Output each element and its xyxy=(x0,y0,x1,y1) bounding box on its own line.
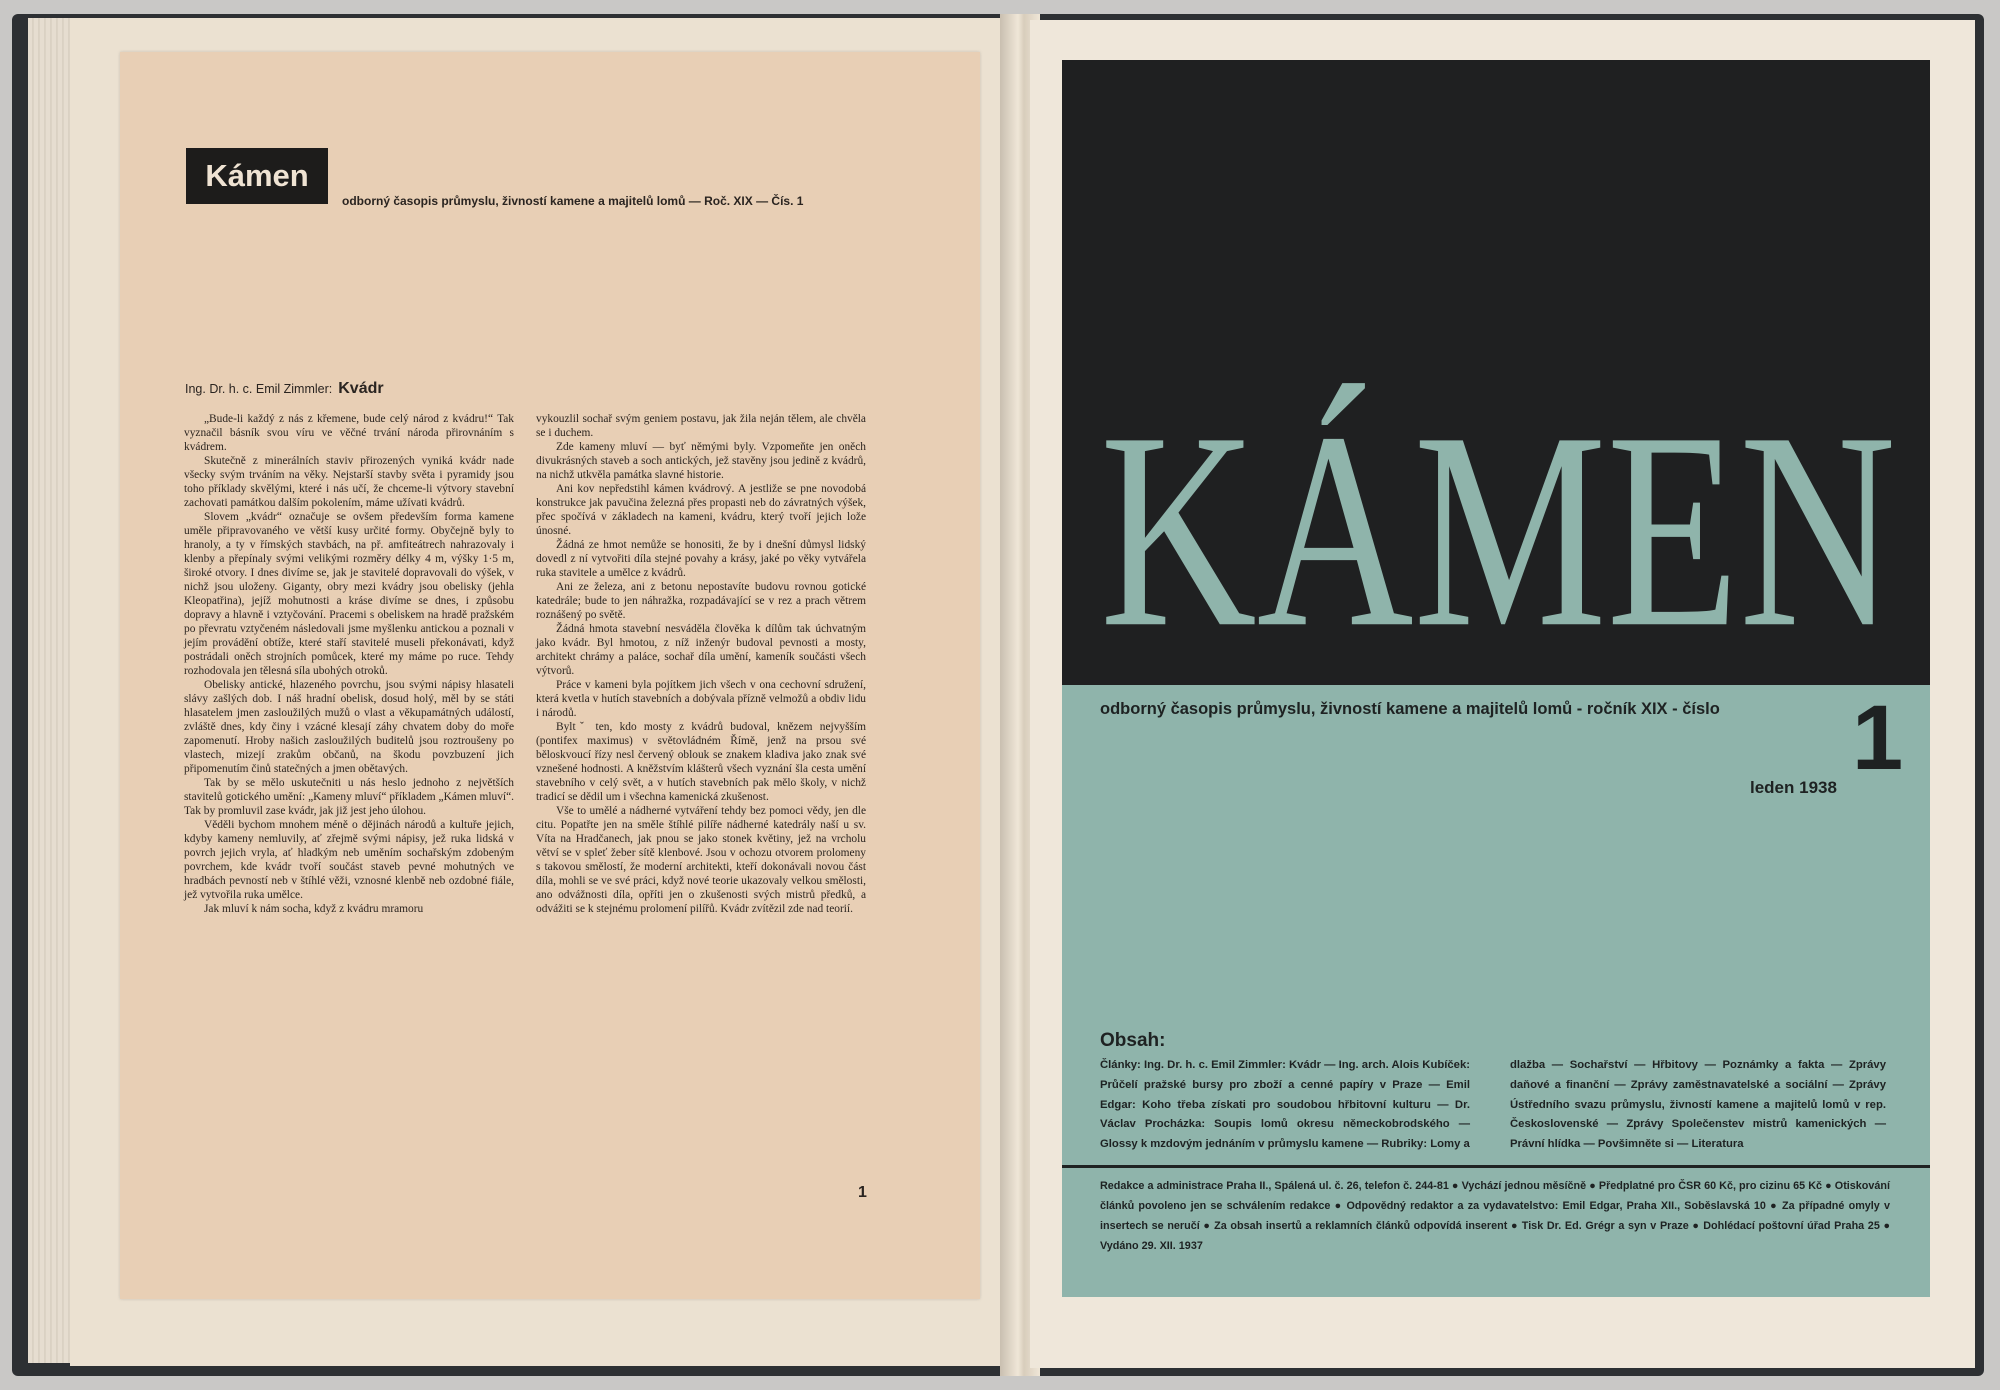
contents-heading: Obsah: xyxy=(1100,1030,1166,1051)
cover-title xyxy=(1100,320,1900,720)
article-byline xyxy=(185,380,384,398)
header-subtitle: odborný časopis průmyslu, živností kamene a majitelů lomů — Roč. XIX — Čís. 1 xyxy=(342,194,804,208)
paragraph: Vše to umělé a nádherné vytváření tehdy bez pomoci vědy, jen dle citu. Popatřte jen na směle štíhlé pilíře nádherné katedrály naší u sv. Víta na Hradčanech, jak pnou se jako stonek květiny, jež na vrcholu větví se v spleť žeber sítě klenbové. Jsou v ochozu otvorem prolomeny s takovou smělostí, že moderní architekti, kteří dokonávali novou část díla, mohli se ve své práci, když nové teorie ukazovaly velkou smělosti, ano odvážnosti díla, opříti jen o zkušenosti svých mistrů předků, a odvážiti se k stejnému prolomení pilířů. Kvádr zvítězil zde nad teorií. xyxy=(536,805,866,915)
paragraph: Byltˇ ten, kdo mosty z kvádrů budoval, knězem nejvyšším (pontifex maximus) v světovládném Římě, jenž na prsou své běloskvoucí řízy nesl červený oblouk se znakem kladiva jako znak své vznešené hodnosti. A kněžstvím klášterů všech vyznání šla cesta umění stavebního v celý svět, a v hutích stavebních pak mělo školy, v nichž tradicí se dědil um i všechna kamenická zkušenost. xyxy=(536,721,866,803)
paragraph: Obelisky antické, hlazeného povrchu, jsou svými nápisy hlasateli slávy zašlých dob. I náš hradní obelisk, dosud holý, měl by se státi hlasatelem jmen zasloužilých mužů o vlast a věkupamátných událostí, zvláště dnes, kdy činy i vzácné klesají záhy chvatem doby do moře zapomenutí. Hroby našich zasloužilých buditelů jsou roztroušeny po vlastech, mizejí zrakům občanů, na škodu povzbuzení jich připomenutím činů statečných a jmen obětavých. xyxy=(184,679,514,775)
article-title: Kvádr xyxy=(338,380,384,397)
page-number: 1 xyxy=(858,1184,867,1201)
cover-title-text: KÁMEN xyxy=(1100,373,1896,686)
paragraph: vykouzlil sochař svým geniem postavu, jak žila neján tělem, ale chvěla se i duchem. xyxy=(536,413,866,439)
paragraph: Žádná ze hmot nemůže se honositi, že by i dnešní důmysl lidský dovedl z ní vytvořiti díla stejné povahy a krásy, jaké po věky vytvářela ruka stavitele a umělce z kvádrů. xyxy=(536,539,866,579)
paragraph: Skutečně z minerálních staviv přirozených vyniká kvádr nade všecky svým trváním na věky. Nejstarší stavby světa i pyramidy jsou toho příklady skvělými, které i nás učí, že chceme-li výtvory stavební zachovati památkou dalším pokolením, máme užívati kvádrů. xyxy=(184,455,514,509)
article-column-1 xyxy=(184,412,514,916)
paragraph: Jak mluví k nám socha, když z kvádru mramoru xyxy=(204,903,424,915)
paragraph: Věděli bychom mnohem méně o dějinách národů a kultuře jejich, kdyby kameny nemluvily, ať zřejmě svými nápisy, jež ruka lidská v povrch jejich vryla, ať hladkým neb uměním sochařským zdobeným povrchem, kde kvádr tvoří součást staveb pevné mohutných ve hradbách pevností neb v štíhlé věži, vznosné klenbě neb ozdobné fiále, jež vytvořila ruka umělce. xyxy=(184,819,514,901)
magazine-logo: Kámen xyxy=(186,148,328,204)
paragraph: Slovem „kvádr“ označuje se ovšem především forma kamene uměle připravovaného ve větší kusy určité formy. Obyčejně byly to hranoly, a ty v římských stavbách, na př. amfiteátrech nahrazovaly i klenby a přepínaly svými velikými rozměry délky 4 m, výšky 1·5 m, široké otvory. I dnes divíme se, jak je stavitelé dopravovali do výšek, v nichž jsou uloženy. Giganty, obry mezi kvádry jsou obelisky (jehla Kleopatřina), jejíž mohutnosti a kráse divíme se dnes, i způsobu dopravy a hlavně i vztyčování. Pracemi s obeliskem na hradě pražském po převratu vztyčeném následovali jsme myšlenku antickou a poznali v jejím provádění obtíže, které staří stavitelé museli překonávati, když postrádali oněch strojních pomůcek, které my máme po ruce. Tehdy rozhodovala jen tělesná síla ubohých otroků. xyxy=(184,511,514,677)
issue-number: 1 xyxy=(1852,687,1904,789)
contents-column-2: dlažba — Sochařství — Hřbitovy — Poznámky a fakta — Zprávy daňové a finanční — Zprávy zaměstnavatelské a sociální — Zprávy Ústředního svazu průmyslu, živností kamene a majitelů lomů v rep. Československé — Zprávy Společenstev mistrů kamenických — Právní hlídka — Povšimněte si — Literatura xyxy=(1510,1059,1886,1151)
paragraph: Práce v kameni byla pojítkem jich všech v ona cechovní sdružení, která kvetla v hutích stavebních a dobývala přízně velmožů a obdiv lidu i národů. xyxy=(536,679,866,719)
contents-column-1: Články: Ing. Dr. h. c. Emil Zimmler: Kvádr — Ing. arch. Alois Kubíček: Průčelí pražské bursy pro zboží a cenné papíry v Praze — Emil Edgar: Koho třeba získati pro soudobou hřbitovní kulturu — Dr. Václav Procházka: Soupis lomů okresu německobrodského — Glossy k mzdovým jednáním v průmyslu kamene — Rubriky: Lomy a xyxy=(1100,1059,1470,1151)
divider xyxy=(1062,1165,1930,1168)
article-author: Ing. Dr. h. c. Emil Zimmler: xyxy=(185,382,333,396)
issue-date: leden 1938 xyxy=(1750,778,1837,797)
paragraph: Zde kameny mluví — byť němými byly. Vzpomeňte jen oněch divukrásných staveb a soch antických, jež stavěny jsou jedině z kvádrů, na nichž utkvěla památka slavné historie. xyxy=(536,441,866,481)
paragraph: Ani ze železa, ani z betonu nepostavíte budovu rovnou gotické katedrále; bude to jen náhražka, rozpadávající se v rez a prach větrem roznášený po světě. xyxy=(536,581,866,621)
paragraph: Žádná hmota stavební nesváděla člověka k dílům tak úchvatným jako kvádr. Byl hmotou, z níž inženýr budoval pevnosti a mosty, architekt chrámy a paláce, sochař díla umění, kameník součásti všech výtvorů. xyxy=(536,623,866,677)
article-column-2 xyxy=(536,412,866,916)
magazine-cover xyxy=(1062,60,1930,1297)
cover-subtitle: odborný časopis průmyslu, živností kamene a majitelů lomů - ročník XIX - číslo xyxy=(1100,700,1720,718)
imprint: Redakce a administrace Praha II., Spálená ul. č. 26, telefon č. 244-81 ● Vychází jednou měsíčně ● Předplatné pro ČSR 60 Kč, pro cizinu 65 Kč ● Otiskování článků povoleno jen se schválením redakce ● Odpovědný redaktor a za vydavatelstvo: Emil Edgar, Praha XII., Soběslavská 10 ● Za případné omyly v insertech se neručí ● Za obsah insertů a reklamních článků odpovídá inserent ● Tisk Dr. Ed. Grégr a syn v Praze ● Dohlédací poštovní úřad Praha 25 ● Vydáno 29. XII. 1937 xyxy=(1100,1180,1890,1252)
paragraph: „Bude-li každý z nás z křemene, bude celý národ z kvádru!“ Tak vyznačil básník svou víru ve věčné trvání národa přirovnáním s kvádrem. xyxy=(184,413,514,453)
paragraph: Ani kov nepředstihl kámen kvádrový. A jestliže se pne novodobá konstrukce jak pavučina železná přes propasti neb do závratných výšek, přec spočívá v základech na kameni, kvádru, který tvoří jejich lože únosné. xyxy=(536,483,866,537)
paragraph: Tak by se mělo uskutečniti u nás heslo jednoho z největších stavitelů gotického umění: „Kameny mluví“ příkladem „Kámen mluví“. Tak by promluvil zase kvádr, jak již jest jeho úlohou. xyxy=(184,777,514,817)
